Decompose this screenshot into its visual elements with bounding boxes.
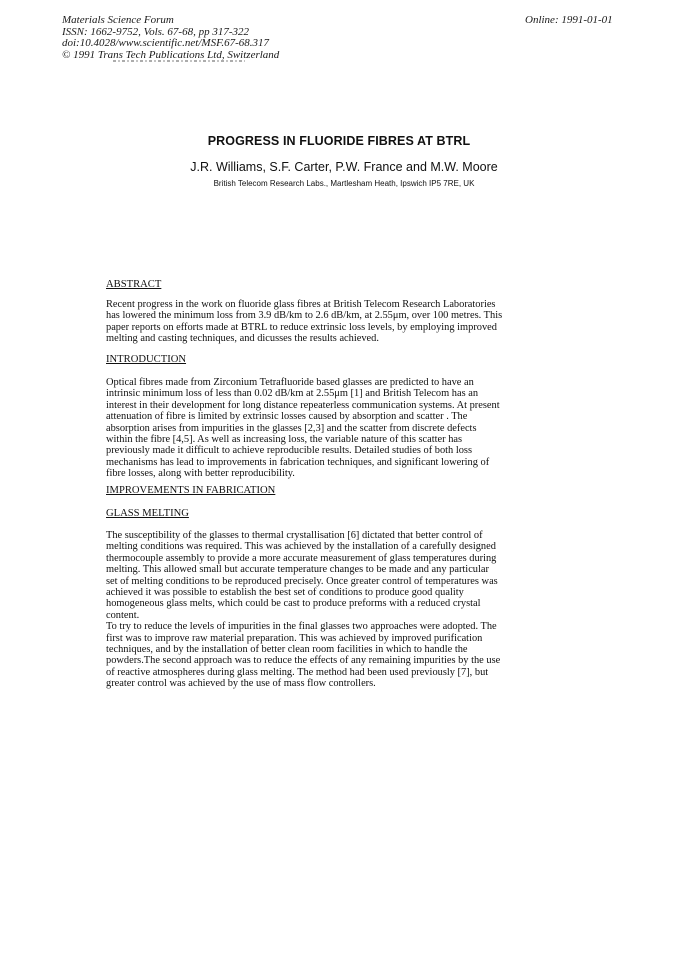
glass-melting-paragraph	[106, 530, 552, 690]
glass-melting-line: melting. This allowed small but accurate temperature changes to be made and any particular	[106, 564, 489, 576]
journal-doi: doi:10.4028/www.scientific.net/MSF.67-68.317	[62, 37, 270, 49]
abstract-line: melting and casting techniques, and dicusses the results achieved.	[106, 333, 379, 345]
introduction-line: fibre losses, along with better reproducibility.	[106, 468, 295, 480]
introduction-line: Optical fibres made from Zirconium Tetrafluoride based glasses are predicted to have an	[106, 377, 474, 388]
glass-melting-line: first was to improve raw material preparation. This was achieved by improved purification	[106, 632, 483, 644]
introduction-line: previously made it difficult to achieve reproducible results. Detailed studies of both loss	[106, 445, 472, 457]
improvements-heading: IMPROVEMENTS IN FABRICATION	[106, 485, 276, 496]
abstract-line: Recent progress in the work on fluoride glass fibres at British Telecom Research Laboratories	[106, 299, 496, 310]
abstract-line: has lowered the minimum loss from 3.9 dB/km to 2.6 dB/km, at 2.55μm, over 100 metres. This	[106, 310, 503, 322]
glass-melting-line: homogeneous glass melts, which could be cast to produce preforms with a reduced crystal	[106, 598, 481, 610]
journal-copyright: © 1991 Trans Tech Publications Ltd, Switzerland	[62, 48, 280, 61]
glass-melting-line: achieved it was possible to establish the best set of conditions to produce good quality	[106, 587, 464, 599]
introduction-line: interest in their development for long distance repeaterless communication systems. At present	[106, 399, 500, 411]
paper-affiliation: British Telecom Research Labs., Martlesham Heath, Ipswich IP5 7RE, UK	[213, 179, 475, 188]
journal-header	[62, 15, 279, 61]
glass-melting-line: of reactive atmospheres during glass melting. The method had been used previously [7], but	[106, 666, 489, 678]
paper-title: PROGRESS IN FLUORIDE FIBRES AT BTRL	[207, 134, 471, 148]
journal-name: Materials Science Forum	[62, 14, 174, 26]
introduction-line: mechanisms has lead to improvements in fabrication techniques, and significant lowering of	[106, 456, 490, 468]
glass-melting-heading: GLASS MELTING	[106, 508, 189, 519]
glass-melting-line: techniques, and by the installation of better clean room facilities in which to handle the	[106, 644, 468, 656]
glass-melting-line: The susceptibility of the glasses to thermal crystallisation [6] dictated that better control of	[106, 530, 483, 541]
glass-melting-line: To try to reduce the levels of impurities in the final glasses two approaches were adopted. The	[106, 621, 497, 633]
paper-authors: J.R. Williams, S.F. Carter, P.W. France and M.W. Moore	[190, 160, 498, 174]
introduction-heading: INTRODUCTION	[106, 354, 187, 365]
scan-artifact	[113, 60, 245, 62]
glass-melting-line: melting conditions was required. This was achieved by the installation of a carefully designed	[106, 541, 496, 553]
online-date: Online: 1991-01-01	[525, 14, 613, 26]
glass-melting-line: powders.The second approach was to reduce the effects of any remaining impurities by the use	[106, 655, 501, 667]
abstract-heading: ABSTRACT	[106, 279, 162, 290]
journal-issn: ISSN: 1662-9752, Vols. 67-68, pp 317-322	[62, 25, 249, 38]
introduction-line: absorption arises from impurities in the glasses [2,3] and the scatter from discrete defects	[106, 422, 477, 434]
introduction-paragraph	[106, 377, 552, 480]
abstract-line: paper reports on efforts made at BTRL to reduce extrinsic loss levels, by employing improved	[106, 321, 497, 333]
glass-melting-line: greater control was achieved by the use of mass flow controllers.	[106, 678, 376, 690]
introduction-line: attenuation of fibre is limited by extrinsic losses caused by absorption and scatter . The	[106, 411, 468, 423]
introduction-line: within the fibre [4,5]. As well as increasing loss, the variable nature of this scatter has	[106, 434, 463, 446]
glass-melting-line: set of melting conditions to be reproduced precisely. Once greater control of temperatures was	[106, 575, 498, 587]
glass-melting-line: thermocouple assembly to provide a more accurate measurement of glass temperatures during	[106, 552, 497, 564]
introduction-line: intrinsic minimum loss of less than 0.02 dB/km at 2.55μm [1] and British Telecom has an	[106, 388, 479, 400]
abstract-paragraph	[106, 299, 552, 345]
glass-melting-line: content.	[106, 609, 140, 621]
